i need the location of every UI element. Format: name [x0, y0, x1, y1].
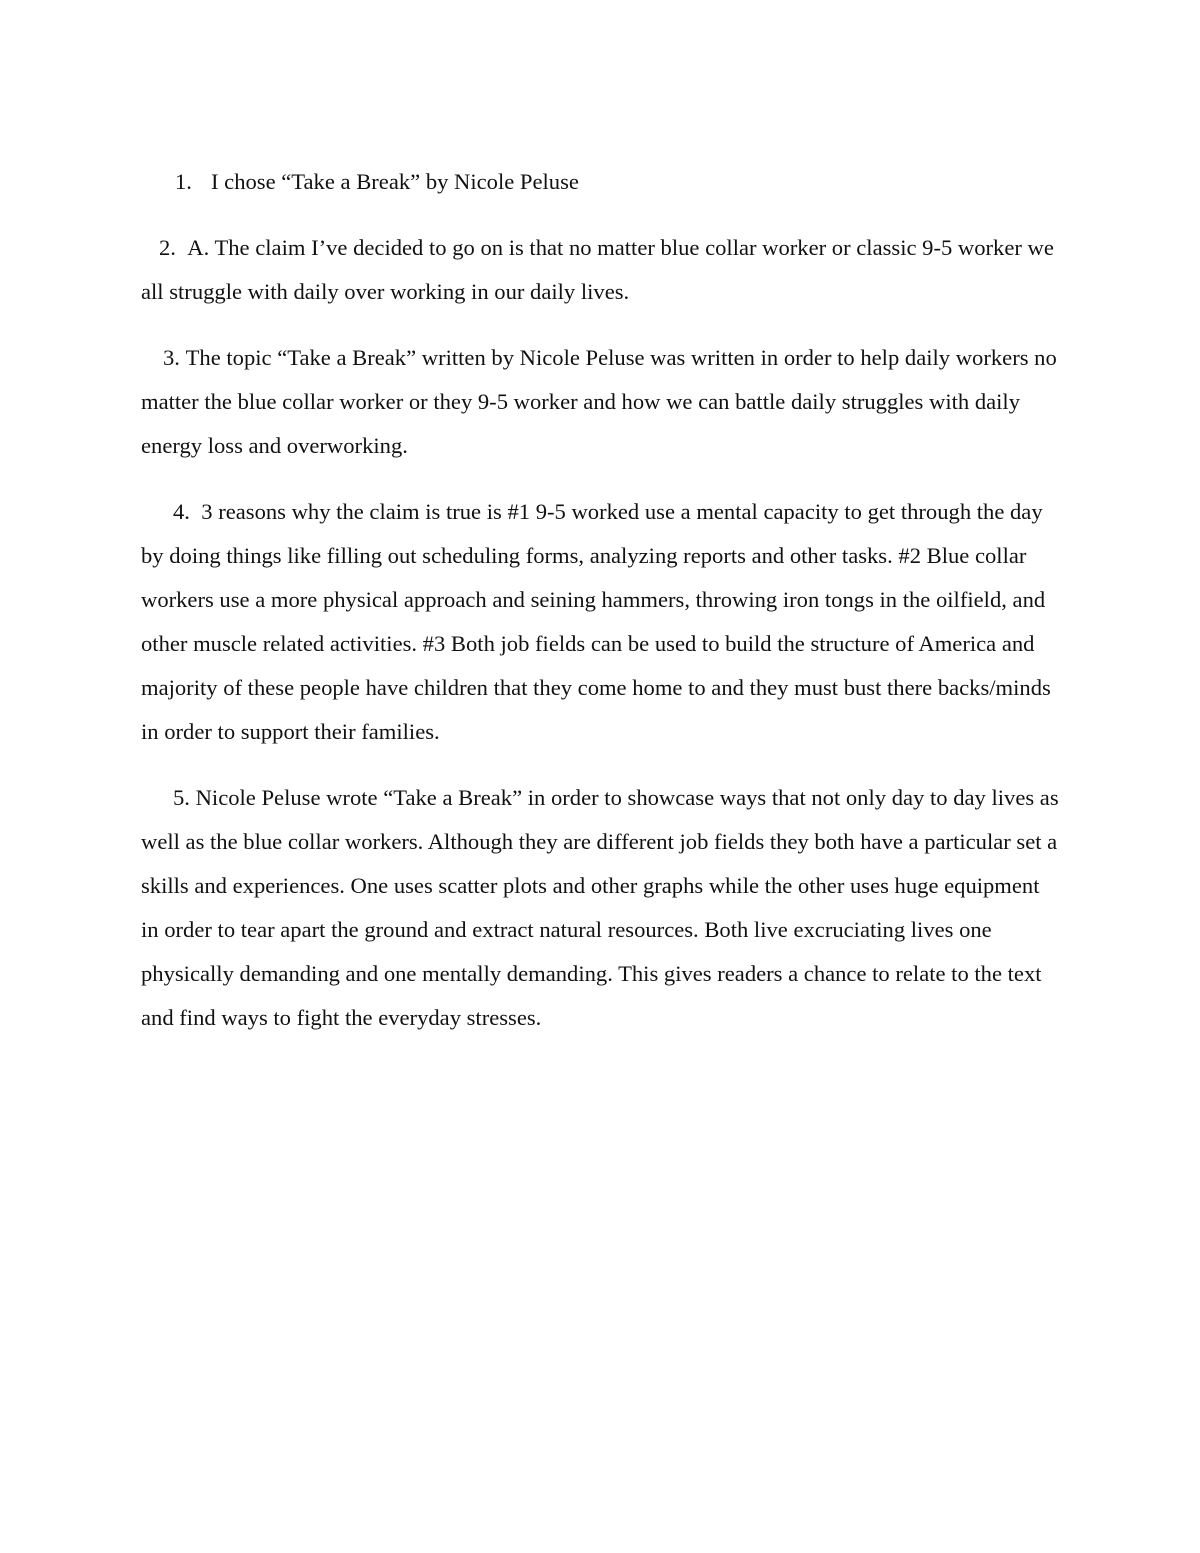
document-body: [141, 160, 1059, 1040]
list-item-1: [141, 160, 1059, 204]
list-item-5: [141, 776, 1059, 1040]
item-2-text: A. The claim I’ve decided to go on is that no matter blue collar worker or classic 9-5 worker we all struggle with daily over working in our daily lives.: [141, 235, 1054, 304]
item-4-text: 3 reasons why the claim is true is #1 9-5 worked use a mental capacity to get through the day by doing things like filling out scheduling forms, analyzing reports and other tasks. #2 Blue collar workers use a more physical approach and seining hammers, throwing iron tongs in the oilfield, and other muscle related activities. #3 Both job fields can be used to build the structure of America and majority of these people have children that they come home to and they must bust there backs/minds in order to support their families.: [141, 499, 1051, 744]
item-4-number: 4.: [173, 499, 190, 524]
item-3-number: 3.: [163, 345, 180, 370]
list-item-2: [141, 226, 1059, 314]
item-2-number: 2.: [159, 235, 176, 260]
list-item-4: [141, 490, 1059, 754]
item-5-text: Nicole Peluse wrote “Take a Break” in order to showcase ways that not only day to day lives as well as the blue collar workers. Although they are different job fields they both have a particular set a skills and experiences. One uses scatter plots and other graphs while the other uses huge equipment in order to tear apart the ground and extract natural resources. Both live excruciating lives one physically demanding and one mentally demanding. This gives readers a chance to relate to the text and find ways to fight the everyday stresses.: [141, 785, 1059, 1030]
item-5-number: 5.: [173, 785, 190, 810]
list-item-3: [141, 336, 1059, 468]
item-3-text: The topic “Take a Break” written by Nicole Peluse was written in order to help daily workers no matter the blue collar worker or they 9-5 worker and how we can battle daily struggles with daily energy loss and overworking.: [141, 345, 1057, 458]
item-1-number: 1.: [175, 169, 192, 194]
item-1-text: I chose “Take a Break” by Nicole Peluse: [211, 169, 579, 194]
